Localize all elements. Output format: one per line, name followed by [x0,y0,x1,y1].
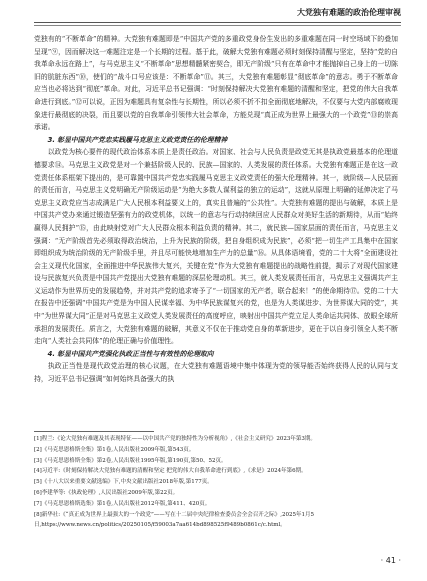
footnotes [34,434,404,531]
footnote-item: [8]新华社:《“真正成为世界上最强大的一个政党”——写在十二届中央纪律检查委员会全会召开之际》,2025年1月5日,https://www.news.cn/politics/20250105/f59003a7aa614bd898525f9489b0861c/c.html。 [34,511,315,529]
footnote-item: [6]李建华等:《执政伦理》,人民出版社2009年版,第22页。 [34,489,179,496]
footnote-item: [4]习近平:《时刻保持解决大党独有难题的清醒和坚定 把党的伟大自我革命进行到底》,《求是》2024年第6期。 [34,468,307,475]
paragraph-legitimacy: 执政正当性是现代政党治理的核心议题，在大党独有难题语境中集中体现为党的领导能否始终获得人民的认同与支持，习近平总书记强调“如何始终具备强大的执 [34,362,398,384]
header-rule [34,22,401,23]
footnote-item: [2]《马克思恩格斯全集》第1卷,人民出版社2009年版,第543页。 [34,446,195,453]
paragraph-responsibility: 以政党为核心要件的现代政治体系本质上是责任政治。对国家、社会与人民负责是政党无其是执政党最基本的伦理道德要求⑭。马克思主义政党是对一个兼括阶级人民的、民族—国家的、人类发展的责任体系。大党独有难题正是在这一政党责任体系框架下提出的，是可靠置中国共产党忠实践履马克思主义政党责任的强大伦理精神。其一，就阶级—人民层面的责任而言，马克思主义党明确无产阶级运动是“为绝大多数人谋利益的独立的运动”，这就从原理上明确的延伸决定了马克思主义政党应当志成满足广大人民根本利益要义上的，真实且普遍的“公共性”。大党独有难题的提出与破解，本质上是中国共产党办来通过锻造坚强有力的政党机体，以统一的意志与行动持续回应人民群众对美好生活的新期待，从而“始终赢得人民拥护”⑮，由此映射党对广大人民群众根本利益负责的精神。其二，就民族—国家层面的责任而言，马克思主义强调：“无产阶级首先必须取得政治统治，上升为民族的阶级，把自身组织成为民族”，必须“把一切生产工具集中在国家即组织成为统治阶级的无产阶级手里，并且尽可能快地增加生产力的总量”⑯。从具体语境看，党的二十大将“全面建设社会主义现代化国家，全面推进中华民族伟大复兴，关键在党”作为大党独有难题提出的战略性前提，揭示了对现代国家建设与民族复兴负责是中国共产党提出大党独有难题的深层伦理动机。其三，就人类发展责任而言，马克思主义强调共产主义运动作为世界历史的发展趋势，并对共产党的追求寄予了“一切国家的无产者，联合起来！”的使命期待⑰。党的二十大在报告中还强调“中国共产党是为中国人民谋幸福、为中华民族谋复兴的党，也是为人类谋进步、为世界谋大同的党”，其中“为世界谋大同”正是对马克思主义政党人类发展责任的高度呼应，映射出中国共产党立足人类命运共同体、放眼全球所承担的发展责任。质言之，大党独有难题的破解，其意义不仅在于推动党自身的革新进步，更在于以自身引领全人类不断走向“人类社会共同体”的伦理正确与价值理性。 [34,148,398,346]
footnote-rule [34,431,154,432]
footnote-item: [3]《马克思恩格斯全集》第2卷,人民出版社1995年版,第190页,第50、52页。 [34,457,227,464]
footnote-item: [7]《马克思恩格斯选集》第1卷,人民出版社2012年版,第411、420页。 [34,500,211,507]
page-number: · 41 · [380,556,401,565]
header-rule-thin [34,25,401,26]
paragraph-continuation: 党独有的“不断革命”的精神。大党独有难题即是“中国共产党的多重政党身份生发出的多重难题在同一时空场域下的叠加呈现”⑨，因而解决这一难题注定是一个长期的过程。基于此，破解大党独有难题必须时刻保持清醒与坚定，坚持“党的自我革命永远在路上”，与马克思主义“不断革命”思想精髓紧密契合，即无产阶级“只有在革命中才能抛掉自己身上的一切陈旧的肮脏东西”⑩，使们的“战斗口号应该是：不断革命”⑪。其三，大党独有难题彰显“彻底革命”的意志。勇于不断革命应当也必将达到“彻底”革命。对此，习近平总书记强调：“时刻保持解决大党独有难题的清醒和坚定，把党的伟大自我革命进行到底。”⑫可以说，正因为难题具有复杂性与长期性，所以必须不折不扣全面彻底地解决，不仅要与大党内部腐败现象进行最彻底的决裂，而且要以党的自我革命引领伟大社会革命，方能兑现“真正成为世界上最强大的一个政党”⑬的崇高承诺。 [34,35,398,132]
footnote-item: [1]程兰:《论大党独有难题及其表现特征——以中国共产党的独特性为分析视角》,《社会主义研究》2023年第3期。 [34,436,316,442]
section-heading-3: 3. 彰显中国共产党忠实践履马克思主义政党责任的伦理精神 [47,135,228,144]
running-title: 大党独有难题的政治伦理审视 [297,8,401,17]
footnote-item: [5]《十八大以来重要文献选编》下,中央文献出版社2018年版,第177页。 [34,479,213,486]
body-text [34,33,398,386]
section-heading-4: 4. 彰显中国共产党强化执政正当性与有效性的伦理取向 [47,349,214,358]
